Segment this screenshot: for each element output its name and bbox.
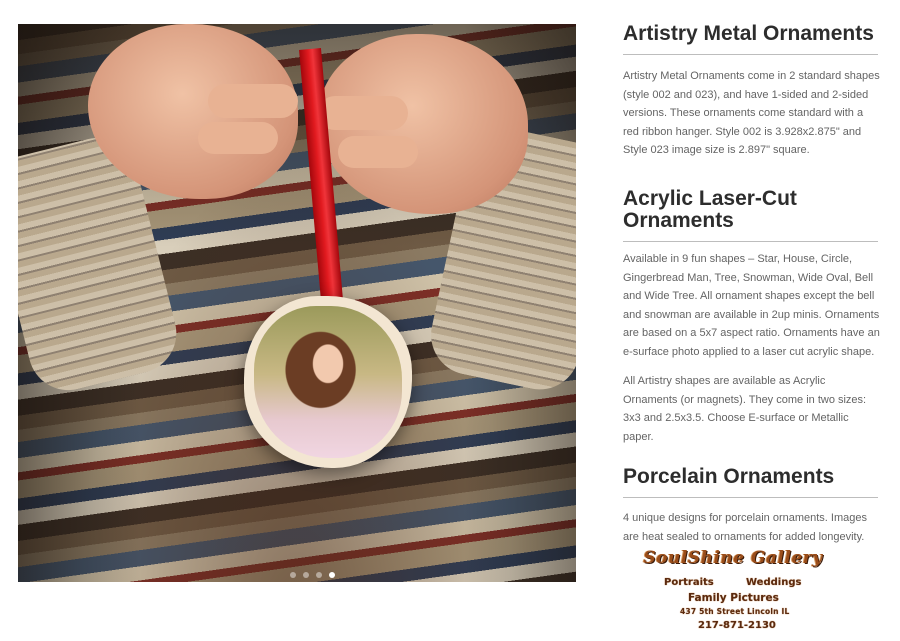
logo-address: 437 5th Street Lincoln IL [680, 607, 790, 616]
slider-dot-2[interactable] [303, 572, 309, 578]
finger [208, 84, 298, 118]
logo-weddings: Weddings [746, 577, 802, 588]
acrylic-ornaments-heading: Acrylic Laser-Cut Ornaments [623, 188, 878, 242]
metal-ornaments-description: Artistry Metal Ornaments come in 2 standard shapes (style 002 and 023), and have 1-sided and 2-sided versions. These ornaments come standard with a red ribbon hanger. Style 002 is 3.928x2.875" and Style 023 image size is 2.897" square. [623, 70, 880, 156]
finger [318, 96, 408, 130]
metal-ornament [244, 296, 412, 468]
porcelain-ornaments-heading: Porcelain Ornaments [623, 466, 878, 498]
slider-dots [290, 572, 335, 578]
slider-dot-4[interactable] [329, 572, 335, 578]
porcelain-ornaments-description: 4 unique designs for porcelain ornaments. Images are heat sealed to ornaments for added longevity. [623, 512, 867, 543]
finger [338, 136, 418, 168]
logo-portraits: Portraits [664, 577, 714, 588]
slider-dot-3[interactable] [316, 572, 322, 578]
finger [198, 122, 278, 154]
metal-ornaments-heading: Artistry Metal Ornaments [623, 23, 878, 55]
ornament-photo-slider[interactable] [18, 24, 576, 582]
logo-family-pictures: Family Pictures [688, 592, 779, 604]
logo-phone: 217-871-2130 [698, 620, 776, 631]
acrylic-ornaments-description: Available in 9 fun shapes – Star, House, Circle, Gingerbread Man, Tree, Snowman, Wide Oval, Bell and Wide Tree. All ornament shapes except the bell and snowman are available in 2up minis. Ornaments are based on a 5x7 aspect ratio. Ornaments have an e-surface photo applied to a laser cut acrylic shape. [623, 253, 880, 358]
soulshine-gallery-logo [632, 546, 832, 636]
ornament-photo [254, 306, 402, 458]
acrylic-ornaments-sizes: All Artistry shapes are available as Acrylic Ornaments (or magnets). They come in two sizes: 3x3 and 2.5x3.5. Choose E-surface or Metallic paper. [623, 375, 867, 443]
slider-dot-1[interactable] [290, 572, 296, 578]
gallery-logo-title: SoulShine Gallery [643, 548, 823, 568]
